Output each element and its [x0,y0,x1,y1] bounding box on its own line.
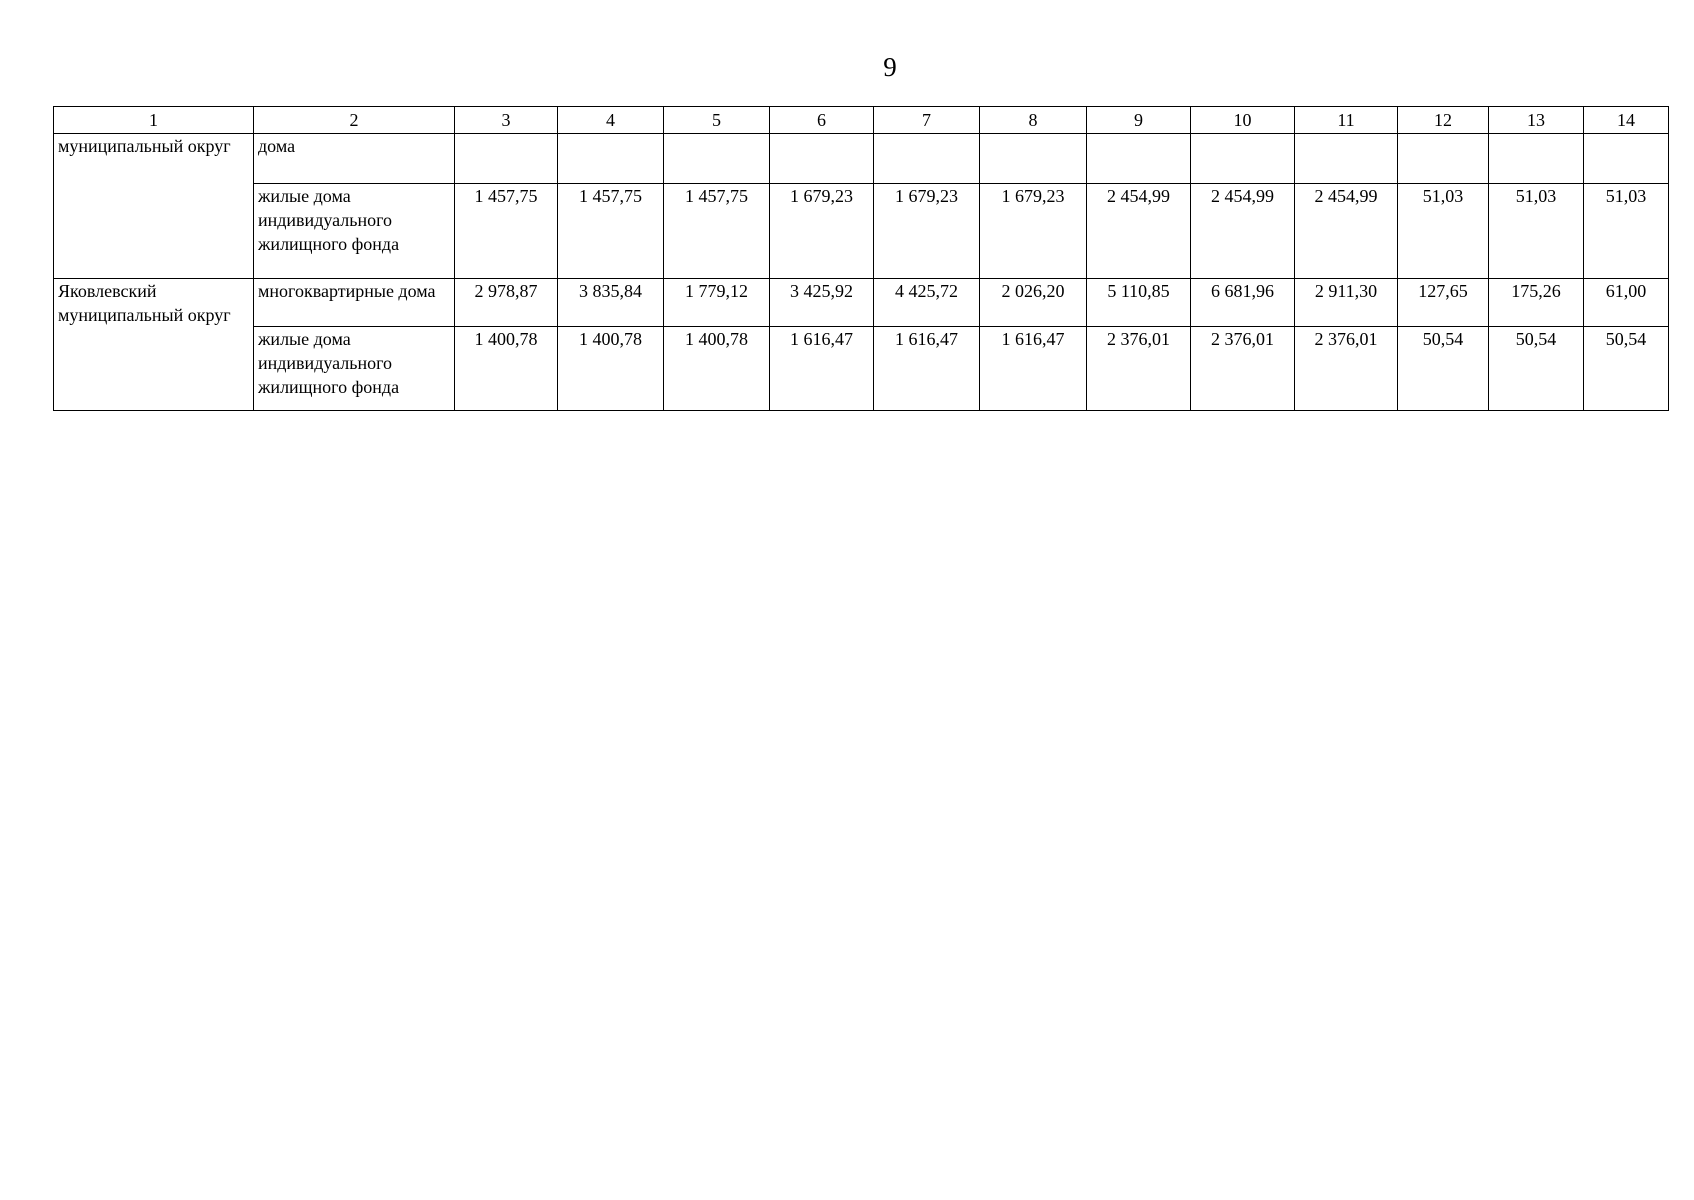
column-header: 9 [1087,107,1191,134]
column-header: 6 [770,107,874,134]
table-cell: 1 679,23 [980,184,1087,279]
table-cell [1087,134,1191,184]
table-cell: 1 400,78 [664,327,770,411]
column-header: 10 [1191,107,1295,134]
table-cell: 1 400,78 [455,327,558,411]
table-cell [1584,134,1669,184]
table-cell [455,134,558,184]
table-cell: 51,03 [1489,184,1584,279]
table-cell: 6 681,96 [1191,279,1295,327]
table-cell [770,134,874,184]
table-cell: 1 457,75 [455,184,558,279]
table-cell: 175,26 [1489,279,1584,327]
column-header: 2 [254,107,455,134]
table-cell: 2 026,20 [980,279,1087,327]
table-cell: 51,03 [1584,184,1669,279]
housing-type: многоквартирные дома [254,279,455,327]
column-header: 12 [1398,107,1489,134]
table-cell: 1 616,47 [980,327,1087,411]
table-cell: 2 911,30 [1295,279,1398,327]
column-header: 3 [455,107,558,134]
tariff-table [53,106,1669,411]
column-header: 14 [1584,107,1669,134]
table-cell: 2 978,87 [455,279,558,327]
table-row [54,327,1669,411]
table-cell: 1 679,23 [874,184,980,279]
table-cell: 2 454,99 [1191,184,1295,279]
table-cell: 2 376,01 [1191,327,1295,411]
table-cell: 1 457,75 [664,184,770,279]
table-cell: 1 616,47 [770,327,874,411]
page-number: 9 [883,52,897,82]
municipality-name: Яковлевский муниципальный округ [54,279,254,411]
table-cell: 2 376,01 [1087,327,1191,411]
table-cell [664,134,770,184]
column-header: 4 [558,107,664,134]
housing-type: жилые дома индивидуального жилищного фонда [254,184,455,279]
table-row [54,134,1669,184]
municipality-name: муниципальный округ [54,134,254,279]
column-header: 8 [980,107,1087,134]
table-cell [558,134,664,184]
table-row [54,184,1669,279]
table-cell: 61,00 [1584,279,1669,327]
table-row [54,279,1669,327]
table-cell: 1 616,47 [874,327,980,411]
column-header: 1 [54,107,254,134]
table-cell: 3 425,92 [770,279,874,327]
table-cell [980,134,1087,184]
table-cell: 127,65 [1398,279,1489,327]
table-cell: 51,03 [1398,184,1489,279]
table-cell [874,134,980,184]
table-cell: 50,54 [1584,327,1669,411]
column-number-row [54,107,1669,134]
table-cell: 2 376,01 [1295,327,1398,411]
table-cell: 1 457,75 [558,184,664,279]
housing-type: дома [254,134,455,184]
column-header: 7 [874,107,980,134]
column-header: 5 [664,107,770,134]
table-cell: 2 454,99 [1295,184,1398,279]
table-cell [1191,134,1295,184]
table-cell: 3 835,84 [558,279,664,327]
table-cell: 50,54 [1489,327,1584,411]
table-cell: 4 425,72 [874,279,980,327]
table-cell [1295,134,1398,184]
table-cell: 1 779,12 [664,279,770,327]
column-header: 13 [1489,107,1584,134]
table-cell [1398,134,1489,184]
table-cell [1489,134,1584,184]
table-cell: 5 110,85 [1087,279,1191,327]
table-cell: 1 400,78 [558,327,664,411]
table-cell: 2 454,99 [1087,184,1191,279]
table-cell: 50,54 [1398,327,1489,411]
column-header: 11 [1295,107,1398,134]
housing-type: жилые дома индивидуального жилищного фонда [254,327,455,411]
table-cell: 1 679,23 [770,184,874,279]
